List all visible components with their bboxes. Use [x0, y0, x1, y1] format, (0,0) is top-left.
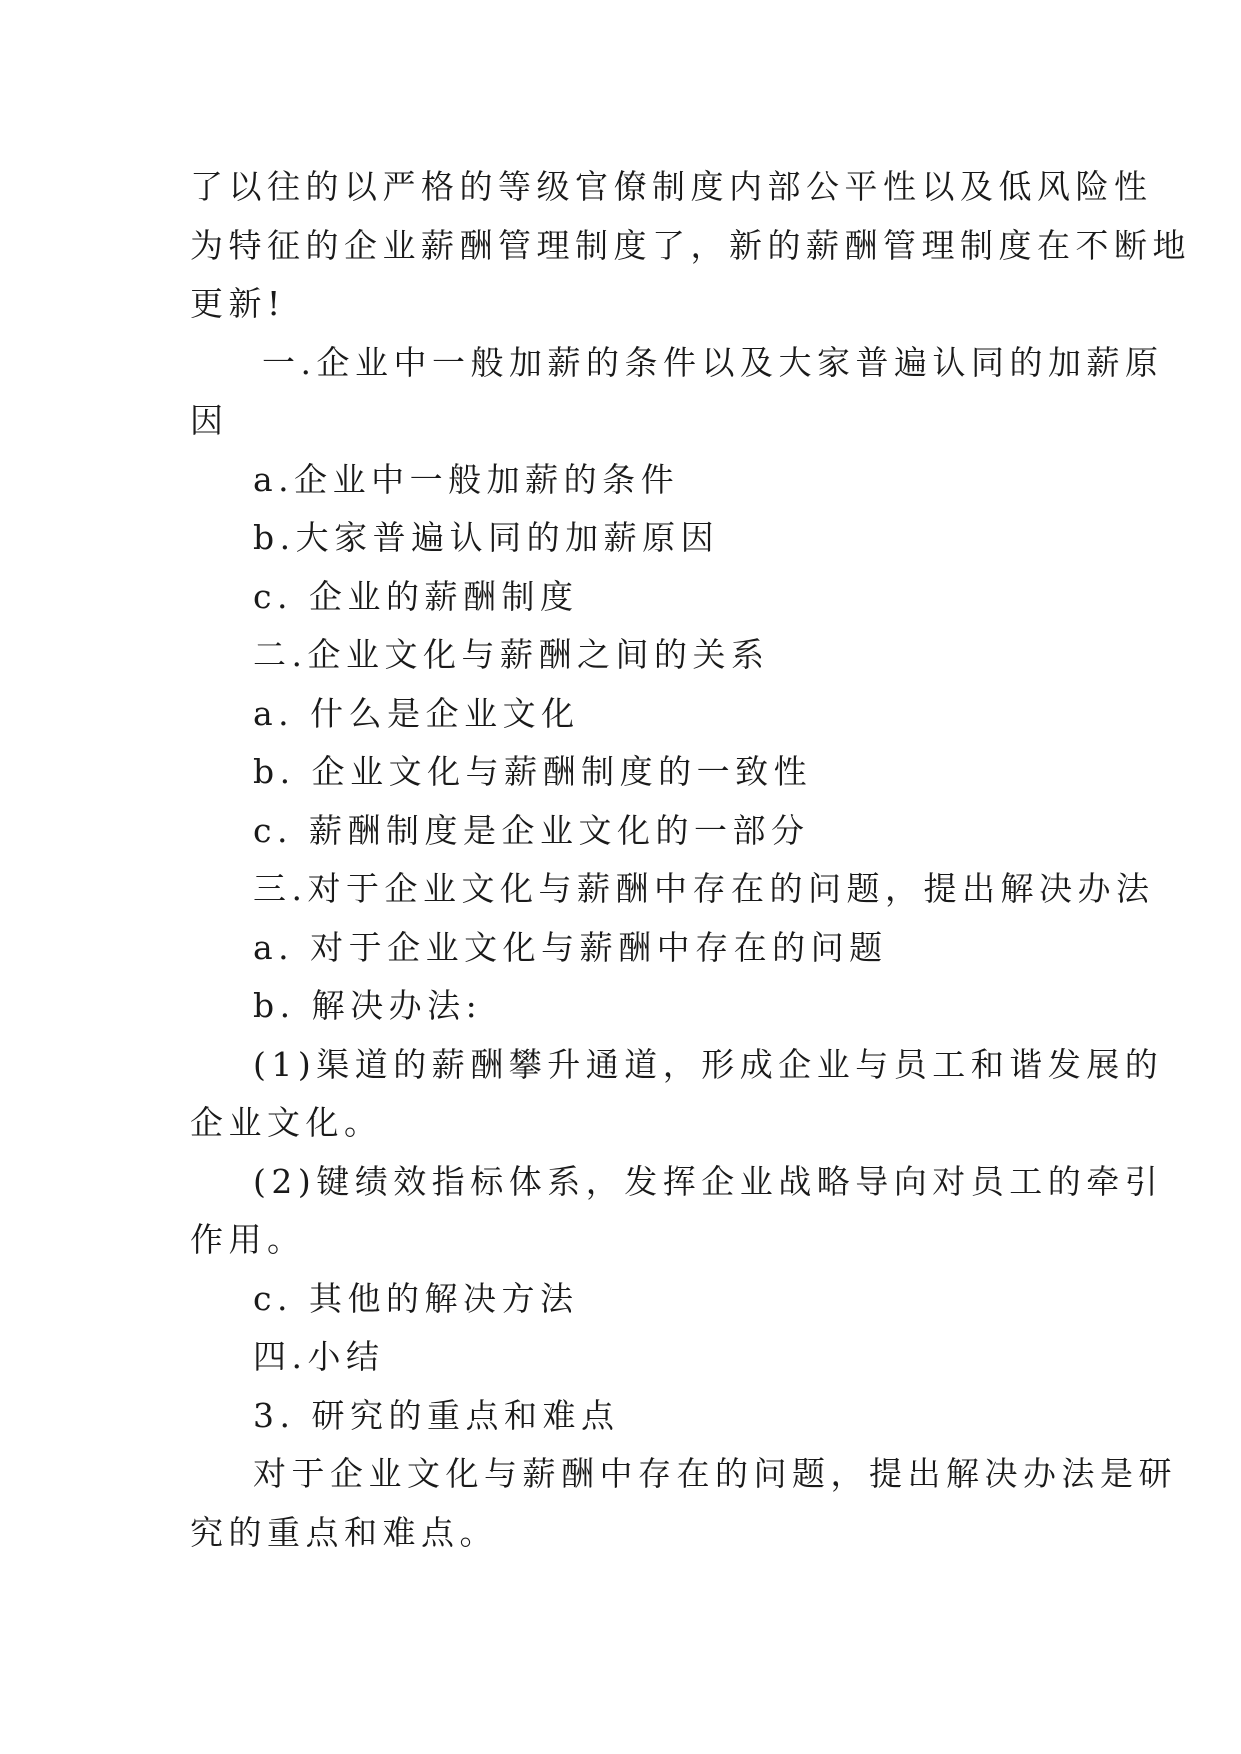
sub-list-item: (1)渠道的薪酬攀升通道，形成企业与员工和谐发展的 — [253, 1044, 1164, 1084]
paragraph-line: 为特征的企业薪酬管理制度了，新的薪酬管理制度在不断地 — [190, 225, 1191, 265]
list-item: b. 解决办法: — [253, 986, 483, 1025]
paragraph-line: 企业文化。 — [190, 1103, 383, 1142]
section-heading-research: 3. 研究的重点和难点 — [253, 1395, 620, 1435]
list-item: a. 对于企业文化与薪酬中存在的问题 — [253, 927, 888, 967]
list-item: a. 什么是企业文化 — [253, 693, 580, 733]
list-item: c. 企业的薪酬制度 — [253, 576, 579, 616]
section-heading-2: 二.企业文化与薪酬之间的关系 — [253, 635, 770, 674]
document-body — [190, 158, 1191, 1562]
list-item: b.大家普遍认同的加薪原因 — [253, 518, 720, 557]
paragraph-line: 对于企业文化与薪酬中存在的问题，提出解决办法是研 — [253, 1454, 1177, 1493]
section-heading-3: 三.对于企业文化与薪酬中存在的问题，提出解决办法 — [253, 869, 1155, 908]
paragraph-line: 究的重点和难点。 — [190, 1512, 498, 1552]
section-heading-4: 四.小结 — [253, 1337, 385, 1376]
list-item: a.企业中一般加薪的条件 — [253, 459, 680, 499]
list-item: c. 薪酬制度是企业文化的一部分 — [253, 810, 810, 850]
list-item: c. 其他的解决方法 — [253, 1278, 579, 1318]
paragraph-line: 因 — [190, 401, 229, 440]
list-item: b. 企业文化与薪酬制度的一致性 — [253, 752, 813, 791]
section-heading-1: 一.企业中一般加薪的条件以及大家普遍认同的加薪原 — [262, 342, 1164, 382]
paragraph-line: 了以往的以严格的等级官僚制度内部公平性以及低风险性 — [190, 167, 1153, 206]
paragraph-line: 作用。 — [190, 1220, 306, 1259]
paragraph-line: 更新! — [190, 284, 286, 323]
sub-list-item: (2)键绩效指标体系，发挥企业战略导向对员工的牵引 — [253, 1161, 1164, 1201]
